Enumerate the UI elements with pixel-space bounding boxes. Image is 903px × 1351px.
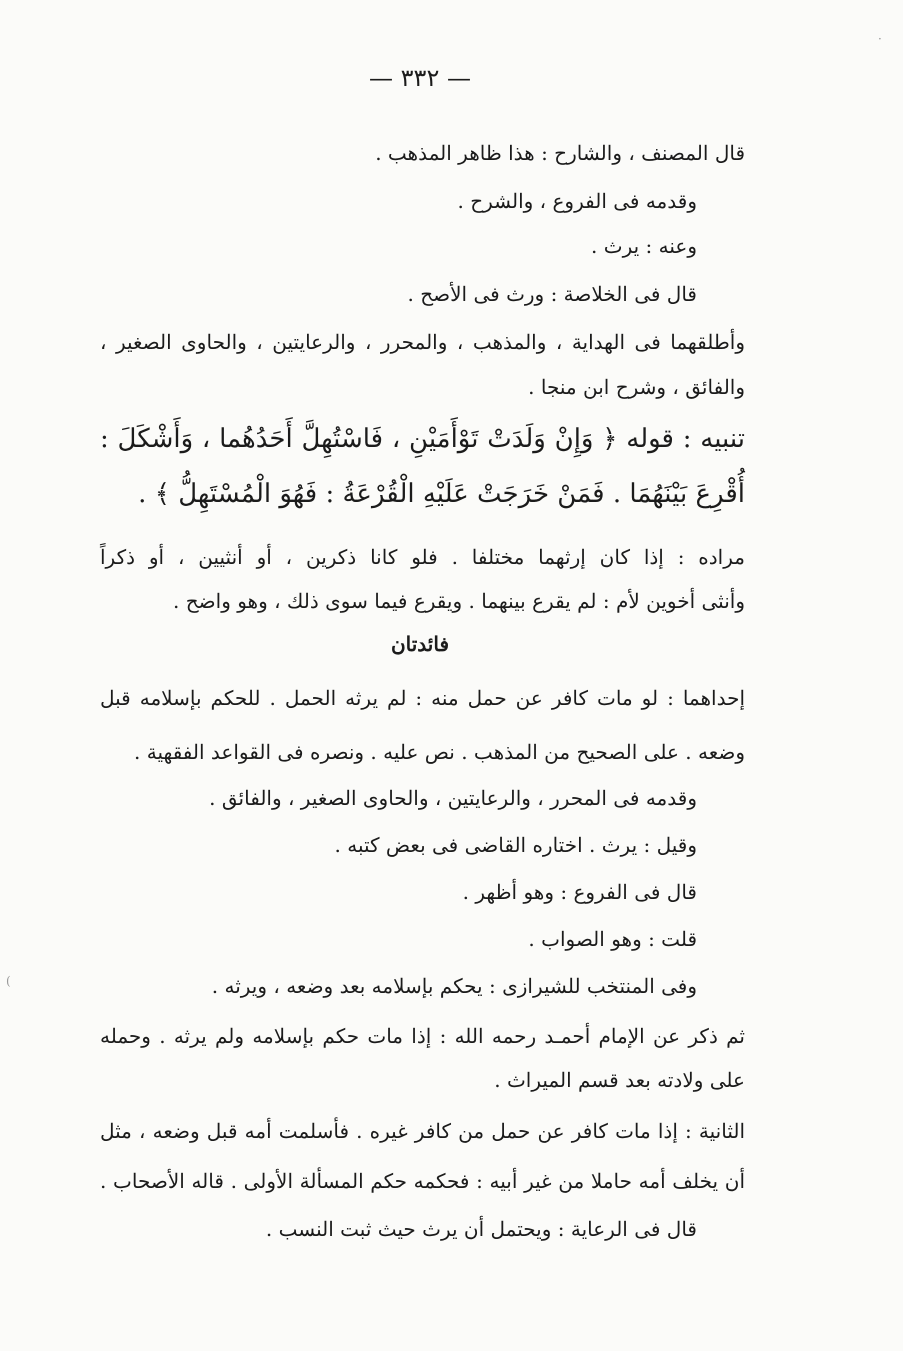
text-line: قال فى الفروع : وهو أظهر .	[462, 880, 697, 904]
quran-line: أُقْرِعَ بَيْنَهُمَا . فَمَنْ خَرَجَتْ عَلَيْهِ الْقُرْعَةُ : فَهُوَ الْمُسْتَهِلُّ ﴾ .	[138, 479, 745, 509]
text-line: والفائق ، وشرح ابن منجا .	[528, 375, 745, 399]
margin-mark: (	[6, 974, 11, 988]
tanbih-line: تنبيه : قوله ﴿ وَإِنْ وَلَدَتْ تَوْأَمَيْنِ ، فَاسْتُهِلَّ أَحَدُهُما ، وَأَشْكَلَ :	[100, 424, 745, 454]
text-line: قلت : وهو الصواب .	[528, 927, 697, 951]
section-heading: فائدتان	[390, 632, 450, 656]
text-line: وقيل : يرث . اختاره القاضى فى بعض كتبه .	[334, 833, 697, 857]
text-line: الثانية : إذا مات كافر عن حمل من كافر غيره . فأسلمت أمه قبل وضعه ، مثل	[100, 1119, 745, 1143]
text-line: إحداهما : لو مات كافر عن حمل منه : لم يرثه الحمل . للحكم بإسلامه قبل	[100, 686, 745, 710]
text-line: ثم ذكر عن الإمام أحمـد رحمه الله : إذا مات حكم بإسلامه ولم يرثه . وحمله	[100, 1024, 745, 1048]
text-line: وأنثى أخوين لأم : لم يقرع بينهما . ويقرع فيما سوى ذلك ، وهو واضح .	[173, 589, 745, 613]
text-line: قال فى الخلاصة : ورث فى الأصح .	[407, 282, 697, 306]
text-line: أن يخلف أمه حاملا من غير أبيه : فحكمه حكم المسألة الأولى . قاله الأصحاب .	[100, 1169, 745, 1193]
margin-mark: ·	[878, 32, 882, 46]
text-line: مراده : إذا كان إرثهما مختلفا . فلو كانا ذكرين ، أو أنثيين ، أو ذكراً	[100, 545, 745, 569]
text-line: وعنه : يرث .	[591, 234, 697, 258]
text-line: قال فى الرعاية : ويحتمل أن يرث حيث ثبت النسب .	[265, 1217, 697, 1241]
text-line: وضعه . على الصحيح من المذهب . نص عليه . ونصره فى القواعد الفقهية .	[134, 740, 745, 764]
text-line: قال المصنف ، والشارح : هذا ظاهر المذهب .	[375, 141, 745, 165]
text-line: وقدمه فى المحرر ، والرعايتين ، والحاوى الصغير ، والفائق .	[209, 786, 697, 810]
text-line: وأطلقهما فى الهداية ، والمذهب ، والمحرر ، والرعايتين ، والحاوى الصغير ،	[100, 330, 745, 354]
text-line: على ولادته بعد قسم الميراث .	[494, 1068, 745, 1092]
page-number: — ٣٣٢ —	[369, 64, 471, 92]
text-line: وفى المنتخب للشيرازى : يحكم بإسلامه بعد وضعه ، ويرثه .	[211, 974, 697, 998]
text-line: وقدمه فى الفروع ، والشرح .	[457, 189, 697, 213]
